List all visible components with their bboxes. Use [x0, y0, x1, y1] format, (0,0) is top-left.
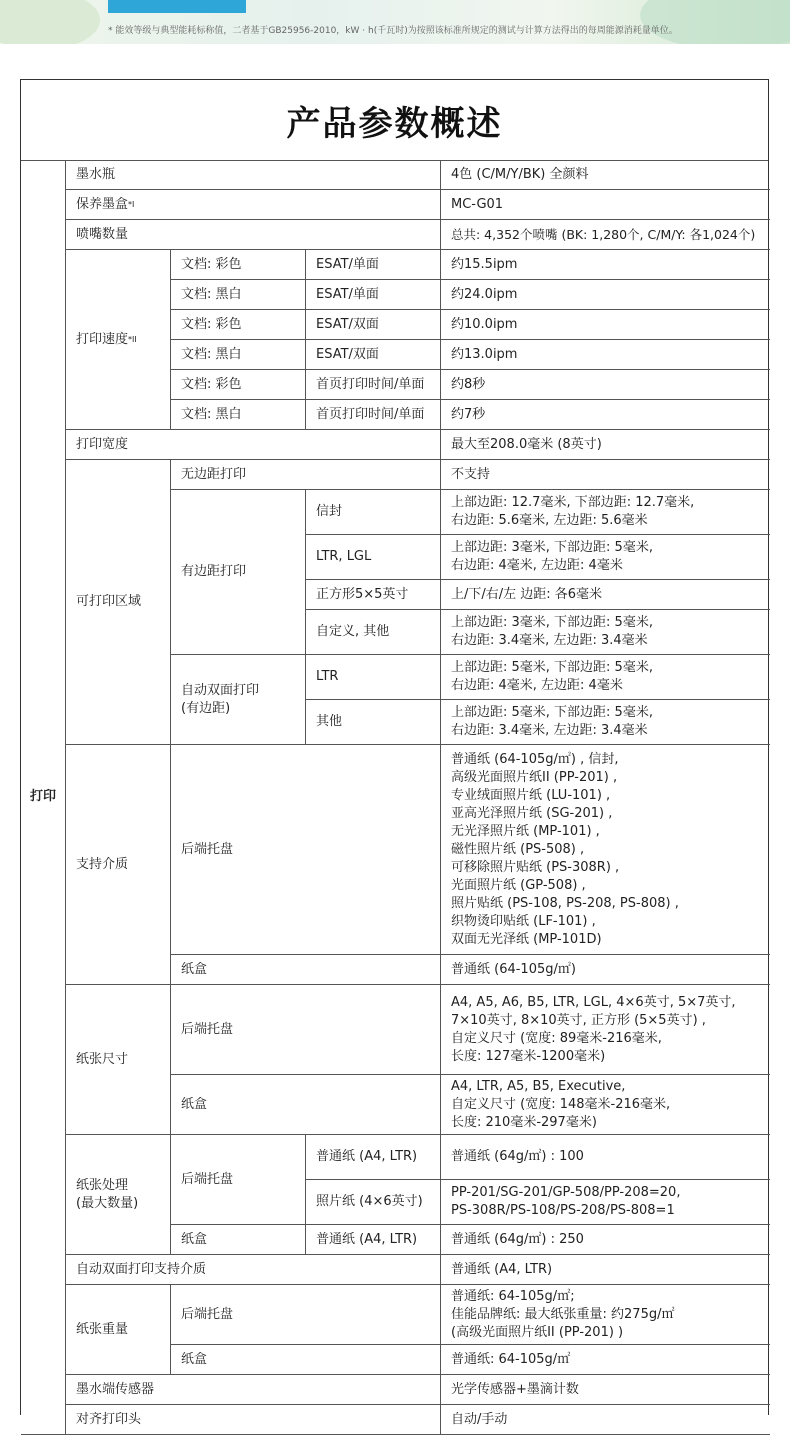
label-print-width: 打印宽度	[66, 430, 441, 460]
label-paper-handling: 纸张处理 (最大数量)	[66, 1135, 171, 1255]
value-weight-cassette: 普通纸: 64-105g/㎡	[441, 1345, 770, 1375]
value-media-rear-tray: 普通纸 (64-105g/㎡) , 信封, 高级光面照片纸II (PP-201) , 专业绒面照片纸 (LU-101) , 亚高光泽照片纸 (SG-201) , 无光泽照片纸 (MP-101) , 磁性照片纸 (PS-508) , 可移除照片贴纸 (PS-308R) , 光面照片纸 (GP-508) , 照片贴纸 (PS-108, PS-208, PS-808) , 织物烫印贴纸 (LF-101) , 双面无光泽纸 (MP-101D)	[441, 745, 770, 955]
margin-value: 上部边距: 12.7毫米, 下部边距: 12.7毫米, 右边距: 5.6毫米, 左边距: 5.6毫米	[441, 490, 770, 535]
speed-mode: ESAT/单面	[306, 250, 441, 280]
speed-mode: 首页打印时间/单面	[306, 370, 441, 400]
speed-doc: 文档: 黑白	[171, 400, 306, 430]
value-duplex-media: 普通纸 (A4, LTR)	[441, 1255, 770, 1285]
margin-value: 上部边距: 5毫米, 下部边距: 5毫米, 右边距: 4毫米, 左边距: 4毫米	[441, 655, 770, 700]
label-cassette: 纸盒	[171, 1075, 441, 1135]
margin-type: 信封	[306, 490, 441, 535]
banner-decoration	[640, 0, 790, 44]
label-cassette: 纸盒	[171, 1225, 306, 1255]
label-nozzle-count: 喷嘴数量	[66, 220, 441, 250]
speed-value: 约13.0ipm	[441, 340, 770, 370]
label-ink-bottle: 墨水瓶	[66, 160, 441, 190]
value-media-cassette: 普通纸 (64-105g/㎡)	[441, 955, 770, 985]
label-ink-sensor: 墨水端传感器	[66, 1375, 441, 1405]
label-maintenance-cartridge: 保养墨盒 *I	[66, 190, 441, 220]
margin-value: 上部边距: 3毫米, 下部边距: 5毫米, 右边距: 3.4毫米, 左边距: 3.4毫米	[441, 610, 770, 655]
value-print-width: 最大至208.0毫米 (8英寸)	[441, 430, 770, 460]
speed-doc: 文档: 彩色	[171, 370, 306, 400]
energy-footnote: * 能效等级与典型能耗标称值，二者基于GB25956-2010，kW · h(千瓦时)为按照该标准所规定的测试与计算方法得出的每周能源消耗量单位。	[108, 26, 678, 36]
speed-mode: 首页打印时间/单面	[306, 400, 441, 430]
label-rear-tray: 后端托盘	[171, 745, 441, 955]
speed-mode: ESAT/单面	[306, 280, 441, 310]
margin-value: 上部边距: 5毫米, 下部边距: 5毫米, 右边距: 3.4毫米, 左边距: 3.4毫米	[441, 700, 770, 745]
top-banner	[0, 0, 790, 44]
spec-panel	[20, 79, 769, 1427]
margin-value: 上部边距: 3毫米, 下部边距: 5毫米, 右边距: 4毫米, 左边距: 4毫米	[441, 535, 770, 580]
spec-table	[21, 160, 770, 1435]
value-ink-sensor: 光学传感器+墨滴计数	[441, 1375, 770, 1405]
label-cassette: 纸盒	[171, 1345, 441, 1375]
value-size-cassette: A4, LTR, A5, B5, Executive, 自定义尺寸 (宽度: 148毫米-216毫米, 长度: 210毫米-297毫米)	[441, 1075, 770, 1135]
value-nozzle-count: 总共: 4,352个喷嘴 (BK: 1,280个, C/M/Y: 各1,024个)	[441, 220, 770, 250]
label-rear-tray: 后端托盘	[171, 1135, 306, 1225]
speed-doc: 文档: 彩色	[171, 310, 306, 340]
label-paper-size: 纸张尺寸	[66, 985, 171, 1135]
speed-value: 约7秒	[441, 400, 770, 430]
banner-decoration	[0, 0, 100, 44]
margin-type: 自定义, 其他	[306, 610, 441, 655]
label-print-speed: 打印速度 *II	[66, 250, 171, 430]
margin-value: 上/下/右/左 边距: 各6毫米	[441, 580, 770, 610]
handling-type: 普通纸 (A4, LTR)	[306, 1225, 441, 1255]
label-printable-area: 可打印区域	[66, 460, 171, 745]
value-ink-bottle: 4色 (C/M/Y/BK) 全颜料	[441, 160, 770, 190]
handling-value: 普通纸 (64g/㎡) : 100	[441, 1135, 770, 1180]
label-rear-tray: 后端托盘	[171, 1285, 441, 1345]
speed-doc: 文档: 彩色	[171, 250, 306, 280]
margin-type: LTR, LGL	[306, 535, 441, 580]
margin-type: LTR	[306, 655, 441, 700]
label-rear-tray: 后端托盘	[171, 985, 441, 1075]
label-borderless: 无边距打印	[171, 460, 441, 490]
handling-value: 普通纸 (64g/㎡) : 250	[441, 1225, 770, 1255]
label-cassette: 纸盒	[171, 955, 441, 985]
speed-mode: ESAT/双面	[306, 310, 441, 340]
value-borderless: 不支持	[441, 460, 770, 490]
speed-doc: 文档: 黑白	[171, 340, 306, 370]
speed-mode: ESAT/双面	[306, 340, 441, 370]
label-bordered: 有边距打印	[171, 490, 306, 655]
banner-accent-bar	[108, 0, 246, 13]
label-duplex-media: 自动双面打印支持介质	[66, 1255, 441, 1285]
handling-value: PP-201/SG-201/GP-508/PP-208=20, PS-308R/PS-108/PS-208/PS-808=1	[441, 1180, 770, 1225]
speed-value: 约10.0ipm	[441, 310, 770, 340]
handling-type: 普通纸 (A4, LTR)	[306, 1135, 441, 1180]
speed-value: 约24.0ipm	[441, 280, 770, 310]
value-maintenance-cartridge: MC-G01	[441, 190, 770, 220]
handling-type: 照片纸 (4×6英寸)	[306, 1180, 441, 1225]
value-align-head: 自动/手动	[441, 1405, 770, 1435]
speed-doc: 文档: 黑白	[171, 280, 306, 310]
speed-value: 约15.5ipm	[441, 250, 770, 280]
value-weight-rear-tray: 普通纸: 64-105g/㎡; 佳能品牌纸: 最大纸张重量: 约275g/㎡ (高级光面照片纸II (PP-201) )	[441, 1285, 770, 1345]
value-size-rear-tray: A4, A5, A6, B5, LTR, LGL, 4×6英寸, 5×7英寸, 7×10英寸, 8×10英寸, 正方形 (5×5英寸) , 自定义尺寸 (宽度: 89毫米-216毫米, 长度: 127毫米-1200毫米)	[441, 985, 770, 1075]
margin-type: 其他	[306, 700, 441, 745]
label-auto-duplex: 自动双面打印 (有边距)	[171, 655, 306, 745]
speed-value: 约8秒	[441, 370, 770, 400]
label-paper-weight: 纸张重量	[66, 1285, 171, 1375]
label-align-head: 对齐打印头	[66, 1405, 441, 1435]
section-print: 打印	[21, 160, 66, 1435]
page-title: 产品参数概述	[21, 80, 768, 161]
margin-type: 正方形5×5英寸	[306, 580, 441, 610]
label-supported-media: 支持介质	[66, 745, 171, 985]
